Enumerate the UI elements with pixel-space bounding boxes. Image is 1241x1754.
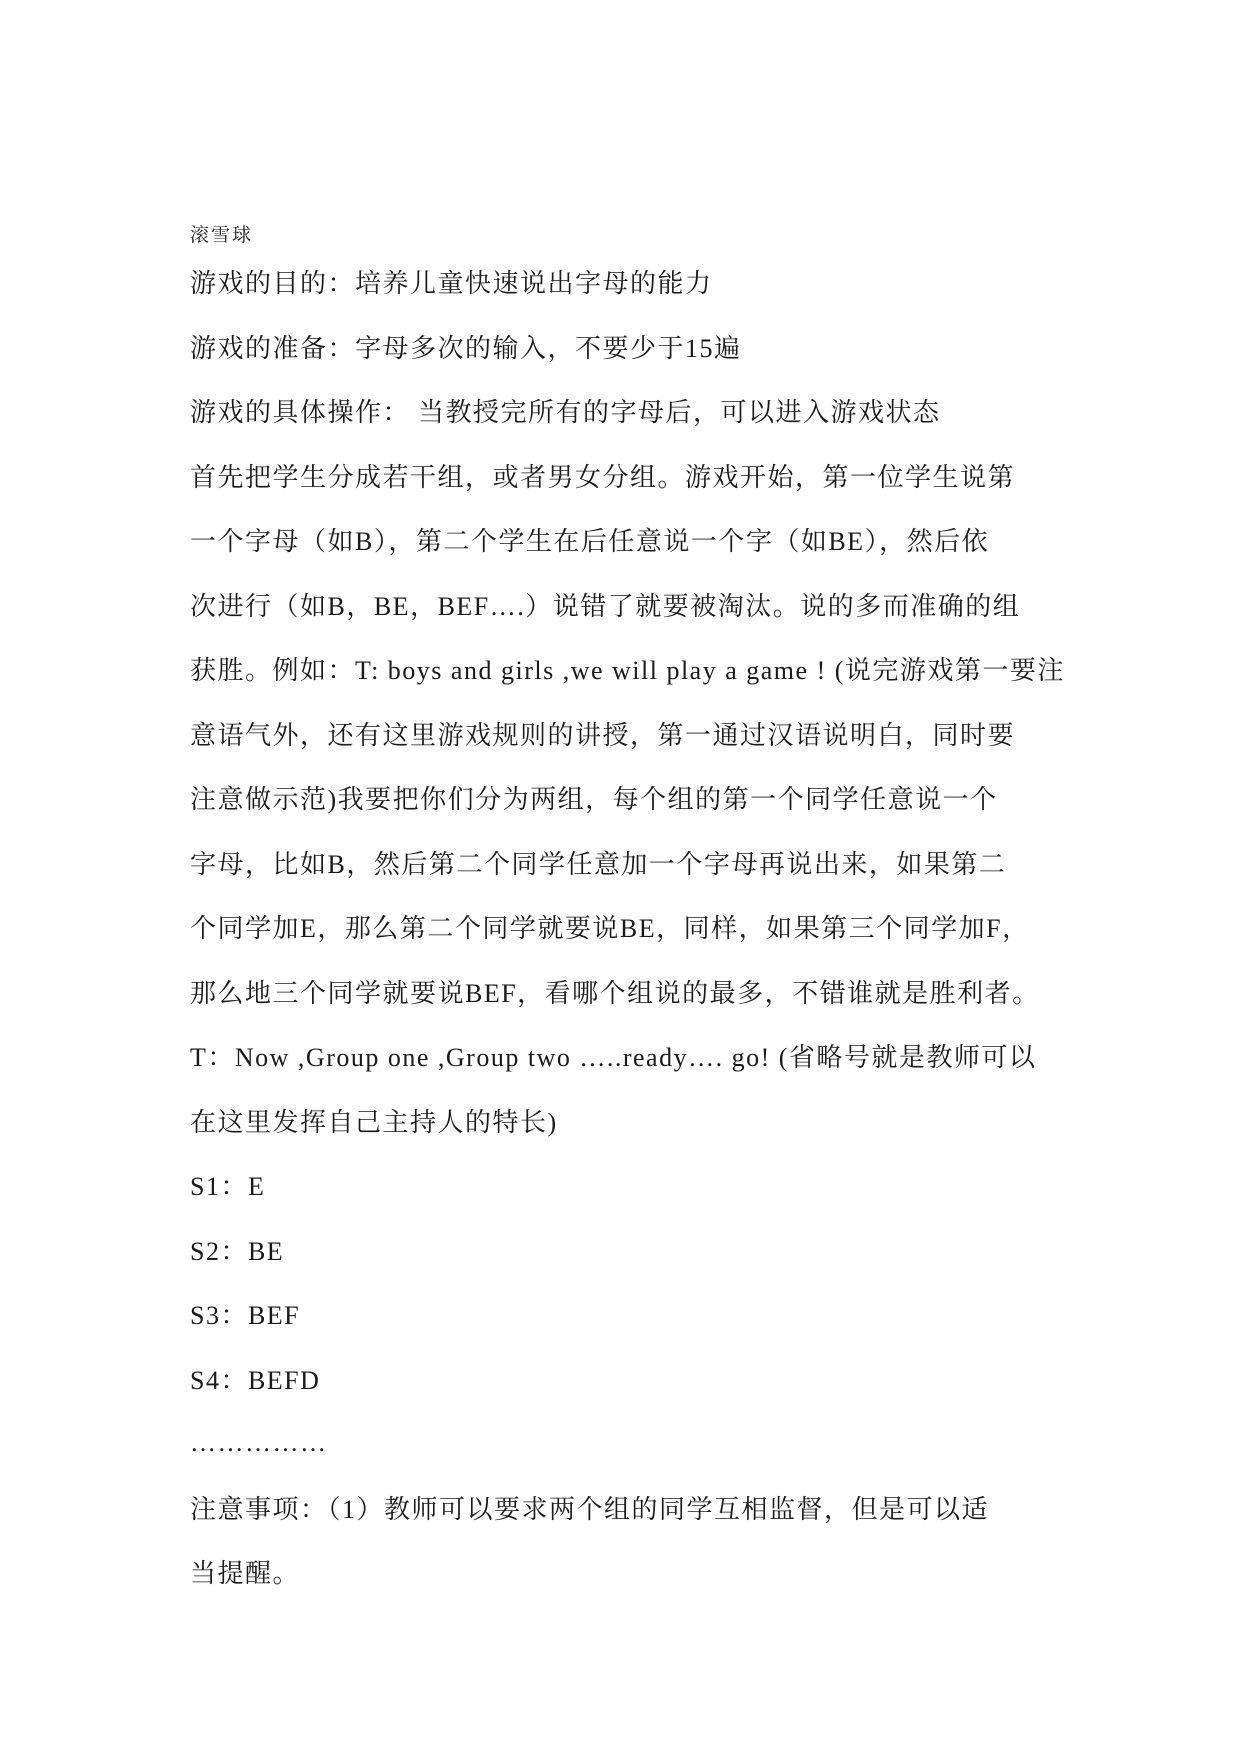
text-line: 获胜。例如：T: boys and girls ,we will play a game ! (说完游戏第一要注 (190, 656, 1065, 685)
text-line: T：Now ,Group one ,Group two …..ready…. go! (省略号就是教师可以 (190, 1043, 1037, 1072)
text-line: S2：BE (190, 1237, 285, 1266)
text-line: 一个字母（如B），第二个学生在后任意说一个字（如BE），然后依 (190, 527, 990, 556)
text-line: 当提醒。 (190, 1559, 301, 1588)
text-line: 注意做示范)我要把你们分为两组，每个组的第一个同学任意说一个 (190, 785, 998, 814)
document-title: 滚雪球 (190, 225, 254, 246)
text-line: 那么地三个同学就要说BEF，看哪个组说的最多，不错谁就是胜利者。 (190, 979, 1040, 1008)
text-line: 游戏的目的：培养儿童快速说出字母的能力 (190, 269, 713, 298)
text-line: 游戏的具体操作： 当教授完所有的字母后，可以进入游戏状态 (190, 398, 941, 427)
text-line: 游戏的准备：字母多次的输入，不要少于15遍 (190, 334, 742, 363)
text-line: 字母，比如B，然后第二个同学任意加一个字母再说出来，如果第二 (190, 850, 1007, 879)
text-line: 个同学加E，那么第二个同学就要说BE，同样，如果第三个同学加F， (190, 914, 1030, 943)
text-line: 注意事项：（1）教师可以要求两个组的同学互相监督，但是可以适 (190, 1495, 990, 1524)
text-line: …………… (190, 1428, 328, 1457)
text-line: 次进行（如B，BE，BEF….）说错了就要被淘汰。说的多而准确的组 (190, 592, 1021, 621)
text-line: S3：BEF (190, 1301, 301, 1330)
text-line: 意语气外，还有这里游戏规则的讲授，第一通过汉语说明白，同时要 (190, 721, 1016, 750)
text-line: S1：E (190, 1172, 266, 1201)
text-line: 在这里发挥自己主持人的特长) (190, 1108, 558, 1137)
text-line: 首先把学生分成若干组，或者男女分组。游戏开始，第一位学生说第 (190, 463, 1016, 492)
text-line: S4：BEFD (190, 1366, 321, 1395)
